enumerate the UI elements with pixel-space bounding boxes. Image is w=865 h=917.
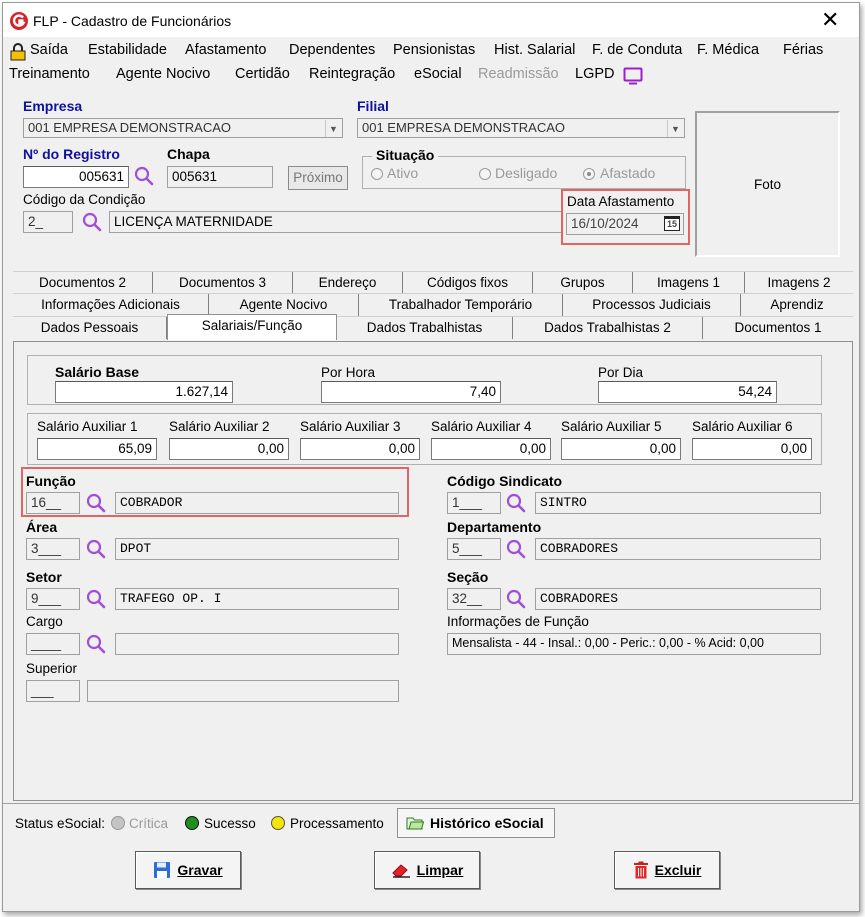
search-icon[interactable] <box>85 633 107 655</box>
departamento-desc: COBRADORES <box>535 538 821 560</box>
aux-5-label: Salário Auxiliar 5 <box>561 419 662 434</box>
tab-row-1 <box>13 271 853 293</box>
aux-1-label: Salário Auxiliar 1 <box>37 419 138 434</box>
ativo-label: Ativo <box>387 165 419 181</box>
excluir-label: Excluir <box>654 862 702 878</box>
trash-icon <box>633 861 649 879</box>
por-dia-label: Por Dia <box>598 365 644 380</box>
menu-esocial[interactable]: eSocial <box>414 66 462 82</box>
menu-hist-salarial[interactable]: Hist. Salarial <box>494 42 576 58</box>
aux-5-input[interactable]: 0,00 <box>561 438 681 460</box>
tab-documentos-2[interactable]: Documentos 2 <box>13 272 153 294</box>
aux-4-label: Salário Auxiliar 4 <box>431 419 532 434</box>
tab-dados-trabalhistas[interactable]: Dados Trabalhistas <box>337 317 513 339</box>
aux-1-input[interactable]: 65,09 <box>37 438 157 460</box>
menu-certidao[interactable]: Certidão <box>235 66 290 82</box>
data-afastamento-input[interactable] <box>566 213 684 235</box>
foto-label: Foto <box>753 176 781 192</box>
limpar-button[interactable] <box>374 851 480 889</box>
setor-label: Setor <box>26 569 62 585</box>
menu-treinamento[interactable]: Treinamento <box>9 66 90 82</box>
tab-imagens-1[interactable]: Imagens 1 <box>633 272 745 294</box>
save-icon <box>153 861 171 879</box>
salariais-panel <box>13 341 853 801</box>
sucesso-label: Sucesso <box>204 816 256 831</box>
condicao-desc: LICENÇA MATERNIDADE <box>109 211 563 233</box>
filial-label: Filial <box>357 98 389 114</box>
tab-imagens-2[interactable]: Imagens 2 <box>767 275 831 290</box>
superior-code-input[interactable]: ___ <box>26 680 80 702</box>
info-funcao-value: Mensalista - 44 - Insal.: 0,00 - Peric.: 0,00 - % Acid: 0,00 <box>447 633 821 655</box>
processamento-status-icon <box>271 816 285 830</box>
aux-3-input[interactable]: 0,00 <box>300 438 420 460</box>
empresa-select[interactable] <box>23 118 343 138</box>
status-esocial-label: Status eSocial: <box>15 816 106 831</box>
tab-row-2 <box>13 293 853 315</box>
info-funcao-label: Informações de Função <box>447 614 589 629</box>
salario-base-label: Salário Base <box>55 364 140 380</box>
superior-desc <box>87 680 399 702</box>
menu-ferias[interactable]: Férias <box>783 42 824 58</box>
chevron-down-icon[interactable]: ▼ <box>667 120 683 138</box>
chapa-input[interactable]: 005631 <box>167 166 273 188</box>
radio-ativo[interactable] <box>371 168 383 180</box>
tab-agente-nocivo[interactable]: Agente Nocivo <box>209 294 359 316</box>
calendar-icon[interactable]: 15 <box>664 216 680 231</box>
tab-endereco[interactable]: Endereço <box>293 272 403 294</box>
menu-estabilidade[interactable]: Estabilidade <box>88 42 167 58</box>
divider <box>3 803 859 804</box>
cargo-desc <box>115 633 399 655</box>
critica-label: Crítica <box>129 816 169 831</box>
empresa-label: Empresa <box>23 98 83 114</box>
empresa-value: 001 EMPRESA DEMONSTRACAO <box>28 120 231 135</box>
menu-dependentes[interactable]: Dependentes <box>289 42 376 58</box>
menu-reintegracao[interactable]: Reintegração <box>309 66 396 82</box>
foto-box[interactable] <box>695 111 840 257</box>
situacao-label: Situação <box>372 147 438 163</box>
sindicato-code-input[interactable]: 1___ <box>447 492 501 514</box>
chapa-label: Chapa <box>167 146 210 162</box>
sindicato-label: Código Sindicato <box>447 473 563 489</box>
afastado-label: Afastado <box>600 165 656 181</box>
aux-4-input[interactable]: 0,00 <box>431 438 551 460</box>
monitor-icon[interactable] <box>623 67 643 85</box>
window-title: FLP - Cadastro de Funcionários <box>33 13 232 29</box>
search-icon[interactable] <box>85 538 107 560</box>
radio-desligado[interactable] <box>479 168 491 180</box>
tab-trabalhador-temporario[interactable]: Trabalhador Temporário <box>359 294 563 316</box>
registro-label: Nº do Registro <box>23 146 120 162</box>
tab-salariais-funcao[interactable]: Salariais/Função <box>167 314 337 340</box>
menu-afastamento[interactable]: Afastamento <box>185 42 267 58</box>
tab-processos-judiciais[interactable]: Processos Judiciais <box>563 294 741 316</box>
area-code-input[interactable]: 3___ <box>26 538 80 560</box>
setor-code-input[interactable]: 9___ <box>26 588 80 610</box>
secao-label: Seção <box>447 569 489 585</box>
search-icon[interactable] <box>85 492 107 514</box>
cargo-label: Cargo <box>26 614 63 629</box>
funcao-desc: COBRADOR <box>115 492 399 514</box>
app-logo-icon <box>9 11 29 31</box>
eraser-icon <box>391 862 411 878</box>
folder-icon <box>406 815 424 831</box>
historico-esocial-button[interactable] <box>397 808 555 838</box>
setor-desc: TRAFEGO OP. I <box>115 588 399 610</box>
tab-informacoes-adicionais[interactable]: Informações Adicionais <box>13 294 209 316</box>
chevron-down-icon[interactable]: ▼ <box>325 120 341 138</box>
salario-base-input[interactable]: 1.627,14 <box>55 381 233 403</box>
por-hora-label: Por Hora <box>321 365 376 380</box>
data-afastamento-value: 16/10/2024 <box>571 216 639 231</box>
por-dia-input[interactable]: 54,24 <box>598 381 777 403</box>
departamento-code-input[interactable]: 5___ <box>447 538 501 560</box>
departamento-label: Departamento <box>447 519 542 535</box>
filial-value: 001 EMPRESA DEMONSTRACAO <box>362 120 565 135</box>
limpar-label: Limpar <box>416 862 464 878</box>
desligado-label: Desligado <box>495 165 558 181</box>
funcao-code-input[interactable]: 16__ <box>26 492 80 514</box>
superior-label: Superior <box>26 661 78 676</box>
search-icon[interactable] <box>505 538 527 560</box>
search-icon[interactable] <box>505 492 527 514</box>
tab-codigos-fixos[interactable]: Códigos fixos <box>403 272 533 294</box>
main-window <box>2 2 860 912</box>
funcao-label: Função <box>26 473 76 489</box>
tab-documentos-3[interactable]: Documentos 3 <box>153 272 293 294</box>
sindicato-desc: SINTRO <box>535 492 821 514</box>
historico-esocial-label: Histórico eSocial <box>430 815 544 831</box>
secao-code-input[interactable]: 32__ <box>447 588 501 610</box>
aux-2-input[interactable]: 0,00 <box>169 438 289 460</box>
secao-desc: COBRADORES <box>535 588 821 610</box>
excluir-button[interactable] <box>614 851 720 889</box>
search-icon[interactable] <box>133 165 155 187</box>
tab-dados-trabalhistas-2[interactable]: Dados Trabalhistas 2 <box>513 317 703 339</box>
aux-2-label: Salário Auxiliar 2 <box>169 419 270 434</box>
tab-dados-pessoais[interactable]: Dados Pessoais <box>13 317 167 339</box>
tab-row-3 <box>13 316 853 338</box>
data-afastamento-label: Data Afastamento <box>567 194 675 209</box>
gravar-button[interactable] <box>135 851 241 889</box>
menu-readmissao: Readmissão <box>478 66 559 82</box>
aux-6-input[interactable]: 0,00 <box>692 438 812 460</box>
menu-pensionistas[interactable]: Pensionistas <box>393 42 476 58</box>
critica-status-icon <box>111 816 125 830</box>
search-icon[interactable] <box>81 211 103 233</box>
radio-afastado[interactable] <box>583 168 595 180</box>
close-icon[interactable]: ✕ <box>821 7 840 32</box>
lock-icon <box>10 43 26 61</box>
cargo-code-input[interactable]: ____ <box>26 633 80 655</box>
gravar-label: Gravar <box>177 862 223 878</box>
search-icon[interactable] <box>505 588 527 610</box>
title-bar <box>3 3 859 37</box>
proximo-button[interactable] <box>288 166 348 190</box>
menu-f-conduta[interactable]: F. de Conduta <box>592 42 683 58</box>
menu-f-medica[interactable]: F. Médica <box>697 42 760 58</box>
proximo-label: Próximo <box>293 170 343 185</box>
processamento-label: Processamento <box>290 816 384 831</box>
menu-lgpd[interactable]: LGPD <box>575 66 615 82</box>
tab-aprendiz[interactable]: Aprendiz <box>770 297 824 312</box>
por-hora-input[interactable]: 7,40 <box>321 381 501 403</box>
search-icon[interactable] <box>85 588 107 610</box>
condicao-label: Código da Condição <box>23 192 146 207</box>
menu-saida[interactable]: Saída <box>30 42 68 58</box>
tab-documentos-1[interactable]: Documentos 1 <box>734 320 822 335</box>
registro-input[interactable]: 005631 <box>23 166 129 188</box>
tab-grupos[interactable]: Grupos <box>533 272 633 294</box>
aux-3-label: Salário Auxiliar 3 <box>300 419 401 434</box>
area-label: Área <box>26 519 58 535</box>
filial-select[interactable] <box>357 118 685 138</box>
sucesso-status-icon <box>185 816 199 830</box>
condicao-code-input[interactable]: 2_ <box>23 211 73 233</box>
menu-agente-nocivo[interactable]: Agente Nocivo <box>116 66 211 82</box>
area-desc: DPOT <box>115 538 399 560</box>
aux-6-label: Salário Auxiliar 6 <box>692 419 793 434</box>
